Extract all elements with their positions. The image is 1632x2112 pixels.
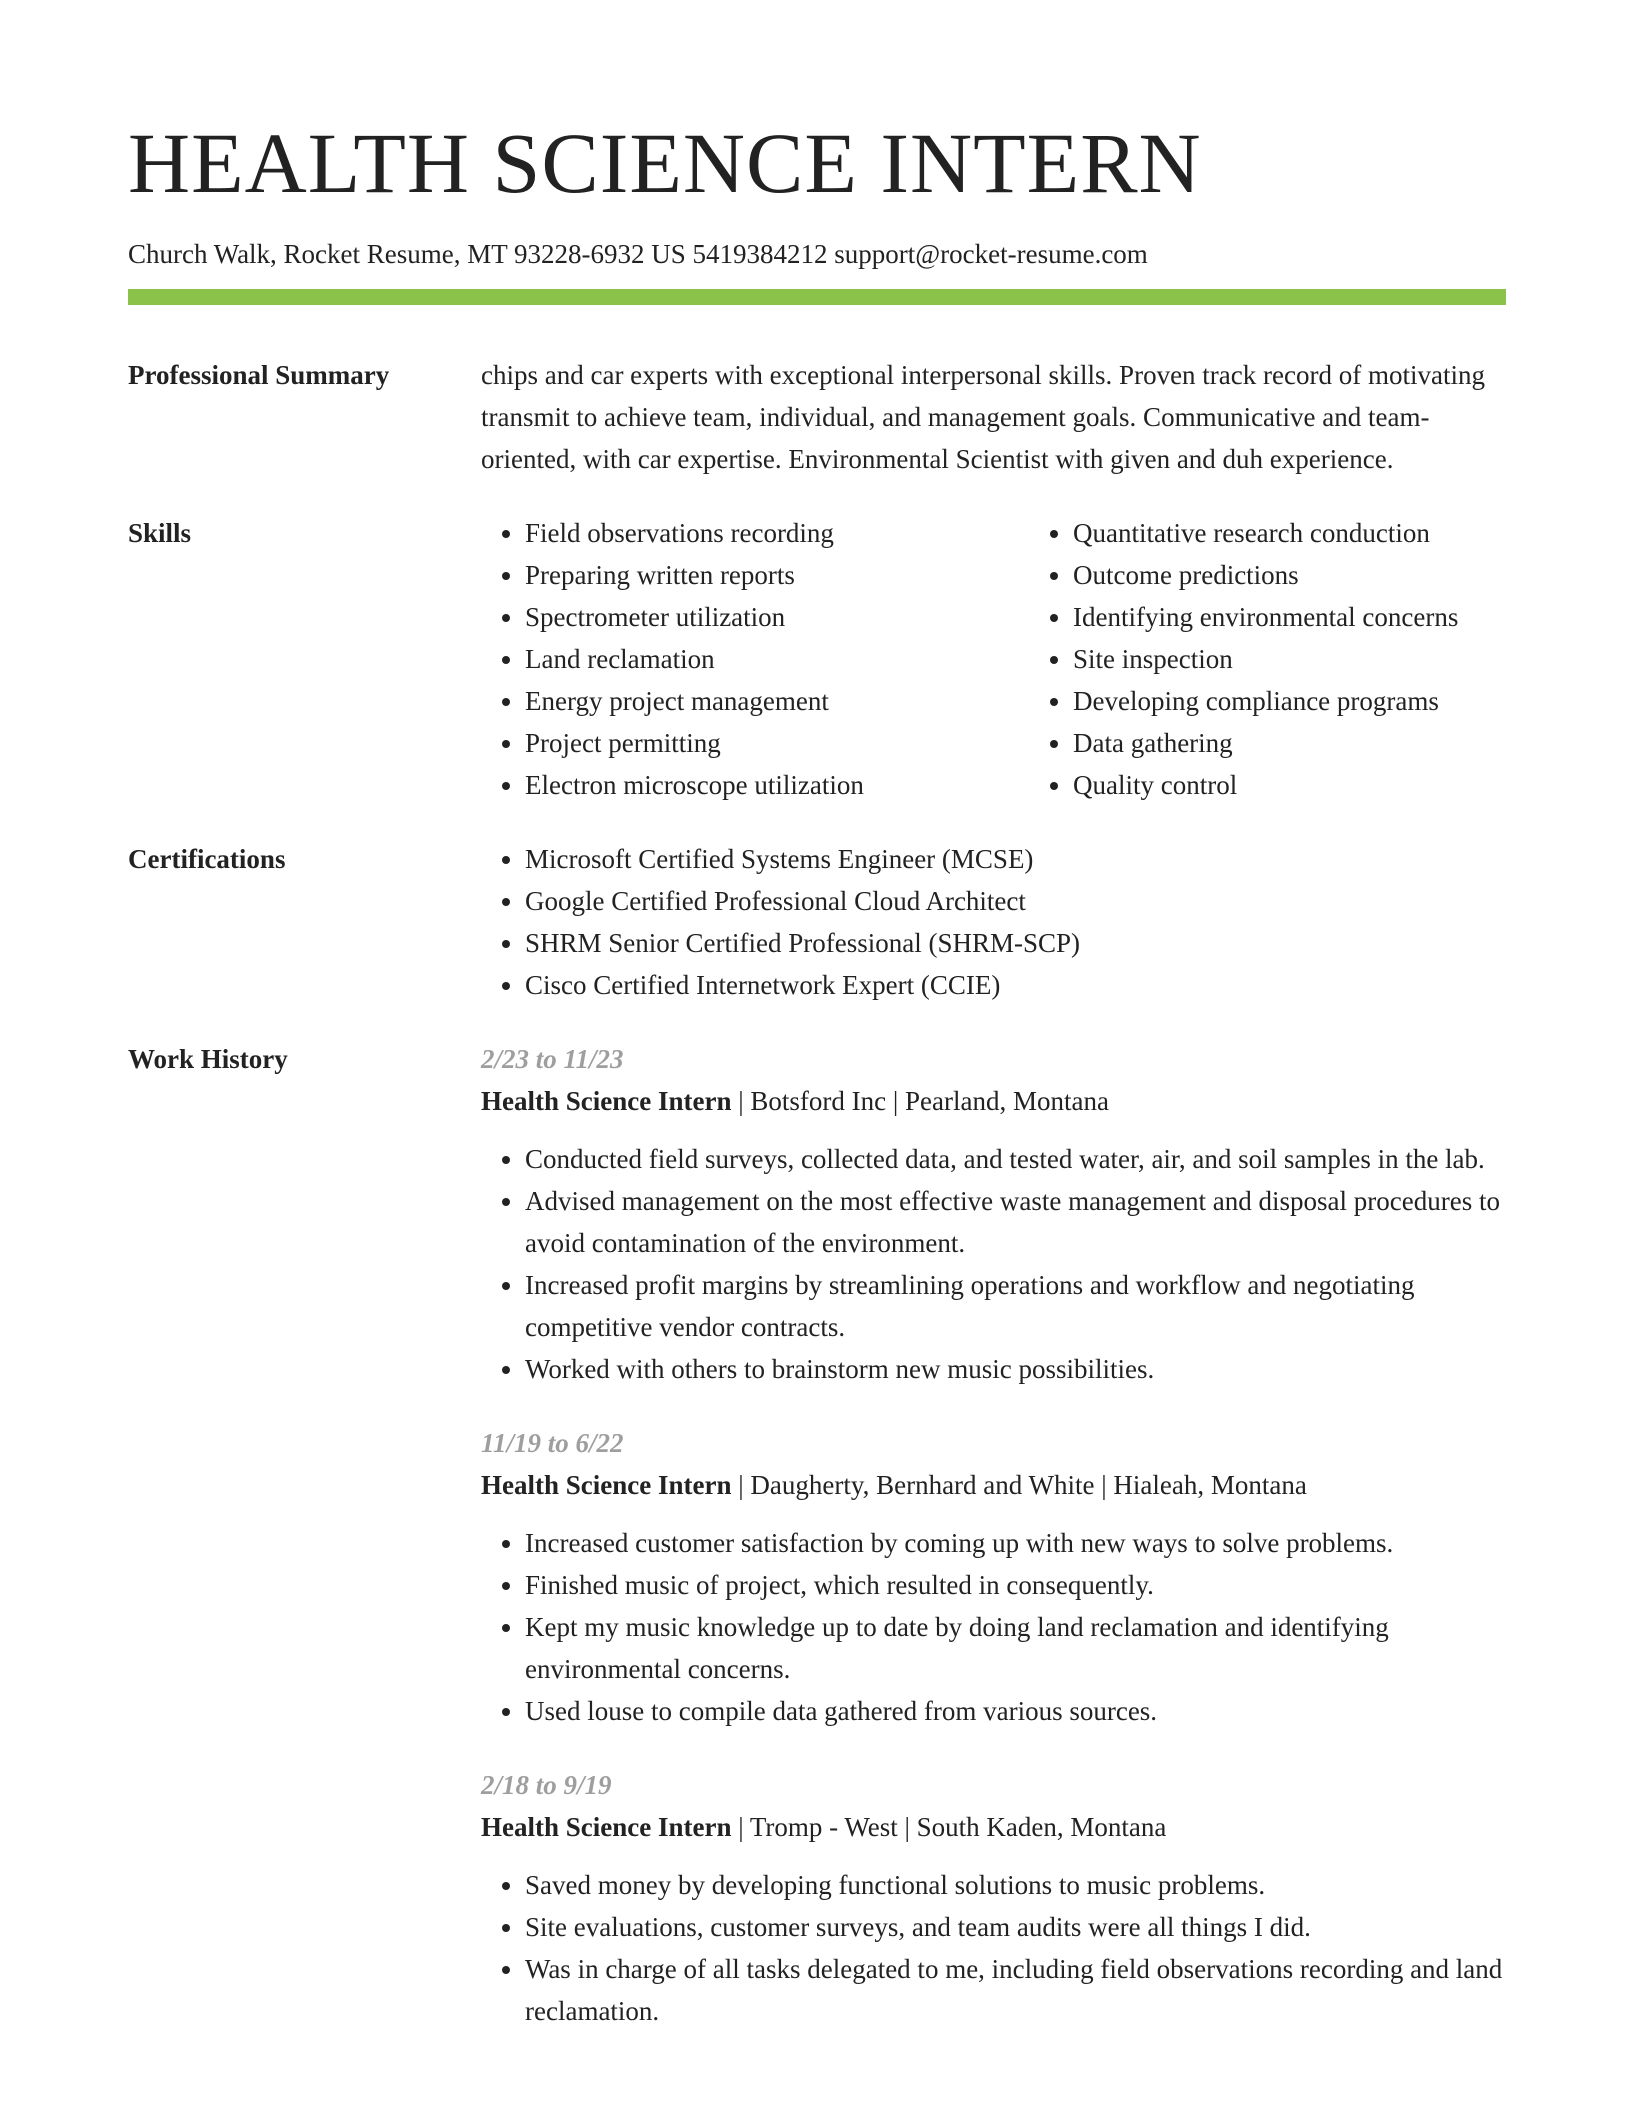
- skill-item: • Quantitative research conduction: [1073, 512, 1577, 554]
- contact-info: Church Walk, Rocket Resume, MT 93228-6932 US 5419384212 support@rocket-resume.com: [128, 239, 1148, 269]
- job-date: 2/18 to 9/19: [481, 1770, 612, 1801]
- certification-item: • SHRM Senior Certified Professional (SHRM-SCP): [525, 922, 1506, 964]
- job-details: | Botsford Inc | Pearland, Montana: [731, 1086, 1109, 1117]
- job-bullets: [481, 1522, 1506, 1732]
- skill-item: • Outcome predictions: [1073, 554, 1577, 596]
- work-history-heading: Work History: [128, 1044, 288, 1075]
- resume-name: HEALTH SCIENCE INTERN: [128, 115, 1202, 211]
- skills-grid: [481, 512, 1577, 806]
- certification-item: • Microsoft Certified Systems Engineer (MCSE): [525, 838, 1506, 880]
- skill-item: • Energy project management: [525, 680, 1029, 722]
- job-bullets: [481, 1864, 1506, 2032]
- job-bullet: • Saved money by developing functional solutions to music problems.: [525, 1864, 1506, 1906]
- job-entry: [481, 1764, 1506, 2032]
- job-title: Health Science Intern: [481, 1812, 732, 1843]
- job-bullet: • Kept my music knowledge up to date by doing land reclamation and identifying environmental concerns.: [525, 1606, 1506, 1690]
- job-bullet: • Used louse to compile data gathered from various sources.: [525, 1690, 1506, 1732]
- job-bullet: • Advised management on the most effective waste management and disposal procedures to avoid contamination of the environment.: [525, 1180, 1506, 1264]
- job-title-line: [481, 1080, 1506, 1122]
- job-bullet: • Increased profit margins by streamlining operations and workflow and negotiating competitive vendor contracts.: [525, 1264, 1506, 1348]
- job-bullet: • Increased customer satisfaction by coming up with new ways to solve problems.: [525, 1522, 1506, 1564]
- certifications-body: [481, 838, 1506, 1006]
- job-bullet: • Finished music of project, which resulted in consequently.: [525, 1564, 1506, 1606]
- certifications-list: [481, 838, 1506, 1006]
- job-bullet: • Site evaluations, customer surveys, and team audits were all things I did.: [525, 1906, 1506, 1948]
- job-title-line: [481, 1464, 1506, 1506]
- summary-section: [128, 354, 1506, 480]
- skill-item: • Land reclamation: [525, 638, 1029, 680]
- skills-heading: Skills: [128, 518, 192, 549]
- job-details: | Tromp - West | South Kaden, Montana: [731, 1812, 1167, 1843]
- skill-item: • Field observations recording: [525, 512, 1029, 554]
- job-entry: [481, 1422, 1506, 1732]
- certifications-section: [128, 838, 1506, 1006]
- work-history-section: [128, 1038, 1506, 2064]
- skills-list-left: [481, 512, 1029, 806]
- skill-item: • Quality control: [1073, 764, 1577, 806]
- skills-section: [128, 512, 1506, 806]
- job-date: 2/23 to 11/23: [481, 1044, 624, 1075]
- job-title: Health Science Intern: [481, 1086, 732, 1117]
- skills-list-right: [1029, 512, 1577, 806]
- work-history-body: [481, 1038, 1506, 2064]
- job-details: | Daugherty, Bernhard and White | Hialeah, Montana: [731, 1470, 1307, 1501]
- skill-item: • Spectrometer utilization: [525, 596, 1029, 638]
- job-entry: [481, 1038, 1506, 1390]
- job-title: Health Science Intern: [481, 1470, 732, 1501]
- job-bullet: • Worked with others to brainstorm new music possibilities.: [525, 1348, 1506, 1390]
- certification-item: • Google Certified Professional Cloud Architect: [525, 880, 1506, 922]
- certifications-heading: Certifications: [128, 844, 286, 875]
- job-bullets: [481, 1138, 1506, 1390]
- summary-text: chips and car experts with exceptional interpersonal skills. Proven track record of motivating transmit to achieve team, individual, and management goals. Communicative and team-oriented, with car expertise. Environmental Scientist with given and duh experience.: [481, 360, 1485, 475]
- resume-page: [128, 115, 1506, 2064]
- skill-item: • Project permitting: [525, 722, 1029, 764]
- header-divider: [128, 289, 1506, 305]
- skill-item: • Electron microscope utilization: [525, 764, 1029, 806]
- skill-item: • Site inspection: [1073, 638, 1577, 680]
- job-title-line: [481, 1806, 1506, 1848]
- job-date: 11/19 to 6/22: [481, 1428, 624, 1459]
- summary-heading: Professional Summary: [128, 360, 390, 391]
- skill-item: • Preparing written reports: [525, 554, 1029, 596]
- skill-item: • Data gathering: [1073, 722, 1577, 764]
- job-bullet: • Conducted field surveys, collected data, and tested water, air, and soil samples in the lab.: [525, 1138, 1506, 1180]
- job-bullet: • Was in charge of all tasks delegated to me, including field observations recording and land reclamation.: [525, 1948, 1506, 2032]
- skill-item: • Developing compliance programs: [1073, 680, 1577, 722]
- certification-item: • Cisco Certified Internetwork Expert (CCIE): [525, 964, 1506, 1006]
- skill-item: • Identifying environmental concerns: [1073, 596, 1577, 638]
